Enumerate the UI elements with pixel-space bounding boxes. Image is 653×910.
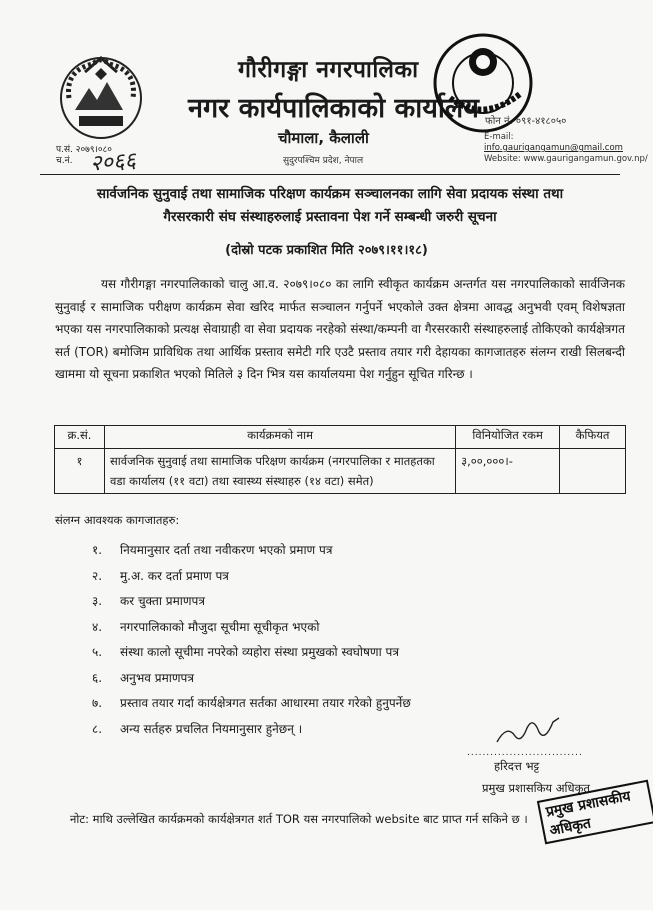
- item-number: ८.: [92, 721, 103, 736]
- item-text: अन्य सर्तहरु प्रचलित नियमानुसार हुनेछन् ।: [120, 721, 303, 736]
- signatory-title: प्रमुख प्रशासकिय अधिकृत: [482, 781, 590, 795]
- table-row: [55, 449, 626, 494]
- website-link[interactable]: www.gaurigangamun.gov.np/: [523, 154, 648, 164]
- item-text: प्रस्ताव तयार गर्दा कार्यक्षेत्रगत सर्तका आधारमा तयार गरेको हुनुपर्नेछ: [120, 696, 411, 710]
- row-remarks: [560, 449, 626, 494]
- dispatch-label: च.नं.: [56, 156, 73, 166]
- item-number: ५.: [92, 645, 103, 659]
- item-number: ३.: [92, 594, 103, 608]
- table-header-row: [55, 426, 626, 449]
- subject-line-2: गैरसरकारी संघ संस्थाहरुलाई प्रस्तावना पेश गर्ने सम्बन्धी जरुरी सूचना: [163, 209, 497, 225]
- signatory-name: हरिदत्त भट्ट: [494, 759, 540, 773]
- province-name: सुदुरपश्चिम प्रदेश, नेपाल: [283, 156, 364, 166]
- item-text: मु.अ. कर दर्ता प्रमाण पत्र: [120, 568, 229, 583]
- list-item: [92, 592, 592, 618]
- signature-line: ..............................: [467, 748, 583, 758]
- contact-block: E-mail: info.gaurigangamun@gmail.com Website: www.gaurigangamun.gov.np/: [484, 132, 648, 164]
- reference-number: प.सं. २०७९।०८०: [56, 145, 112, 155]
- nepal-emblem-logo: [55, 50, 147, 142]
- item-text: नगरपालिकाको मौजुदा सूचीमा सूचीकृत भएको: [120, 619, 320, 634]
- item-text: नियमानुसार दर्ता तथा नवीकरण भएको प्रमाण पत्र: [120, 543, 333, 557]
- row-program-name: सार्वजनिक सुनुवाई तथा सामाजिक परिक्षण कार्यक्रम (नगरपालिका र मातहतका वडा कार्यालय (११ वटा) तथा स्वास्थ्य संस्थाहरु (१४ वटा) समेत): [104, 449, 455, 494]
- subject-line-1: सार्वजनिक सुनुवाई तथा सामाजिक परिक्षण कार्यक्रम सञ्चालनका लागि सेवा प्रदायक संस्था तथा: [96, 186, 564, 202]
- email-link[interactable]: info.gaurigangamun@gmail.com: [484, 143, 623, 153]
- required-docs-label: संलग्न आवश्यक कागजातहरु:: [55, 513, 180, 527]
- website-label: Website: [484, 154, 518, 164]
- col-amount: विनियोजित रकम: [456, 426, 560, 449]
- notice-subject: [40, 183, 620, 229]
- program-table: [54, 425, 626, 494]
- list-item: [92, 618, 592, 644]
- row-amount: ३,००,०००।-: [456, 449, 560, 494]
- office-name: नगर कार्यपालिकाको कार्यालय: [188, 93, 479, 124]
- handwritten-dispatch-number: २०६६: [89, 148, 137, 177]
- list-item: [92, 669, 592, 695]
- row-serial: १: [55, 449, 105, 494]
- list-item: [92, 567, 592, 593]
- item-number: २.: [92, 568, 103, 583]
- handwritten-signature: [493, 712, 563, 748]
- list-item: [92, 643, 592, 669]
- list-item: [92, 541, 592, 567]
- item-number: ४.: [92, 619, 103, 634]
- phone-number: फोन नं. ०९१-४१८०५०: [485, 116, 567, 127]
- col-program-name: कार्यक्रमको नाम: [104, 426, 455, 449]
- col-serial: क्र.सं.: [55, 426, 105, 449]
- col-remarks: कैफियत: [560, 426, 626, 449]
- email-label: E-mail: [484, 132, 511, 142]
- item-text: अनुभव प्रमाणपत्र: [120, 670, 194, 685]
- publication-date: (दोस्रो पटक प्रकाशित मिति २०७९।११।१८): [225, 243, 428, 258]
- item-number: १.: [92, 543, 103, 557]
- footer-note: नोट: माथि उल्लेखित कार्यक्रमको कार्यक्षेत्रगत शर्त TOR यस नगरपालिको website बाट प्राप्त गर्न सकिने छ ।: [70, 812, 528, 826]
- item-number: ६.: [92, 670, 103, 685]
- header-divider: [40, 174, 620, 175]
- item-number: ७.: [92, 696, 103, 710]
- municipality-name: गौरीगङ्गा नगरपालिका: [238, 57, 419, 83]
- designation-stamp: प्रमुख प्रशासकीय अधिकृत: [537, 780, 653, 845]
- item-text: कर चुक्ता प्रमाणपत्र: [120, 594, 205, 608]
- office-address: चौमाला, कैलाली: [278, 129, 369, 147]
- notice-body: यस गौरीगङ्गा नगरपालिकाको चालु आ.व. २०७९।०८० का लागि स्वीकृत कार्यक्रम अन्तर्गत यस नगरपालिकाको सार्वजिनक सुनुवाई र सामाजिक परीक्षण कार्यक्रम सेवा खरिद मार्फत सञ्चालन गर्नुपर्ने भएकोले उक्त क्षेत्रमा आवद्ध अनुभवी एवम् विशेषज्ञता भएका यस नगरपालिकाको प्रत्यक्ष सेवाग्राही वा सेवा प्रदायक नरहेको संस्था/कम्पनी वा गैरसरकारी संस्थाहरुलाई तोकिएको कार्यक्षेत्रगत सर्त (TOR) बमोजिम प्राविधिक तथा आर्थिक प्रस्ताव समेटी गरि एउटै प्रस्ताव तयार गरी देहायका कागजातहरु संलग्न राखी सिलबन्दी खाममा यो सूचना प्रकाशित भएको मितिले ३ दिन भित्र यस कार्यालयमा पेश गर्नुहुन सूचित गरिन्छ ।: [55, 277, 625, 381]
- item-text: संस्था कालो सूचीमा नपरेको व्यहोरा संस्था प्रमुखको स्वघोषणा पत्र: [120, 645, 399, 659]
